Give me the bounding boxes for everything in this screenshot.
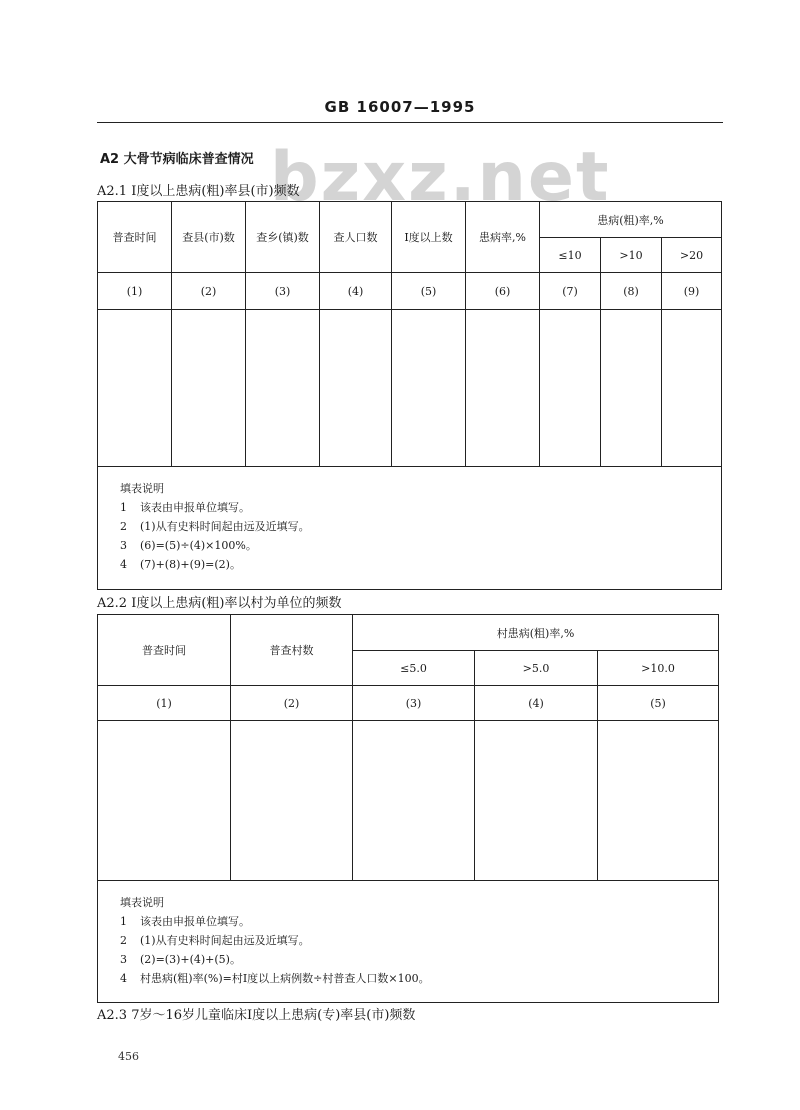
- header-prevalence: 患病率,%: [466, 202, 540, 273]
- col-number: (3): [246, 273, 320, 310]
- header-village-rate-group: 村患病(粗)率,%: [353, 615, 719, 651]
- note-text: 村患病(粗)率(%)=村Ⅰ度以上病例数÷村普查人口数×100。: [140, 972, 430, 985]
- data-cell: [392, 310, 466, 467]
- data-cell: [98, 310, 172, 467]
- note-item: [120, 498, 721, 517]
- col-number: (3): [353, 686, 475, 721]
- note-text: (6)=(5)÷(4)×100%。: [140, 539, 257, 552]
- note-item: [120, 931, 718, 950]
- header-township-count: 查乡(镇)数: [246, 202, 320, 273]
- header-village-count: 普查村数: [231, 615, 353, 686]
- section-heading-a2-2: A2.2 Ⅰ度以上患病(粗)率以村为单位的频数: [97, 596, 342, 611]
- note-item: [120, 555, 721, 574]
- note-text: (2)=(3)+(4)+(5)。: [140, 953, 241, 966]
- table-notes: [98, 467, 722, 590]
- table-notes: [98, 881, 719, 1003]
- data-cell: [246, 310, 320, 467]
- note-item: [120, 517, 721, 536]
- subheader-gt10: >10: [601, 238, 662, 273]
- data-cell: [353, 721, 475, 881]
- note-index: 2: [120, 520, 127, 533]
- section-heading-a2-3: A2.3 7岁～16岁儿童临床Ⅰ度以上患病(专)率县(市)频数: [97, 1008, 416, 1023]
- section-heading-a2: A2 大骨节病临床普查情况: [100, 152, 254, 167]
- data-cell: [475, 721, 598, 881]
- note-text: (1)从有史料时间起由远及近填写。: [140, 934, 310, 947]
- watermark: bzxz.net: [270, 138, 611, 217]
- data-cell: [172, 310, 246, 467]
- col-number: (5): [598, 686, 719, 721]
- note-index: 2: [120, 934, 127, 947]
- col-number: (9): [662, 273, 722, 310]
- subheader-gt20: >20: [662, 238, 722, 273]
- note-index: 1: [120, 501, 127, 514]
- col-number: (1): [98, 273, 172, 310]
- header-survey-time: 普查时间: [98, 615, 231, 686]
- subheader-gt5: >5.0: [475, 651, 598, 686]
- subheader-le5: ≤5.0: [353, 651, 475, 686]
- data-cell: [601, 310, 662, 467]
- header-rule: [97, 122, 723, 123]
- col-number: (5): [392, 273, 466, 310]
- header-survey-time: 普查时间: [98, 202, 172, 273]
- subheader-le10: ≤10: [540, 238, 601, 273]
- col-number: (2): [172, 273, 246, 310]
- note-item: [120, 969, 718, 988]
- col-number: (6): [466, 273, 540, 310]
- data-cell: [540, 310, 601, 467]
- notes-title: 填表说明: [120, 482, 164, 495]
- document-header: GB 16007—1995: [324, 98, 476, 116]
- data-cell: [466, 310, 540, 467]
- header-grade1-count: Ⅰ度以上数: [392, 202, 466, 273]
- data-cell: [98, 721, 231, 881]
- note-text: (1)从有史料时间起由远及近填写。: [140, 520, 310, 533]
- header-crude-rate-group: 患病(粗)率,%: [540, 202, 722, 238]
- page-number: 456: [118, 1050, 139, 1063]
- col-number: (4): [320, 273, 392, 310]
- col-number: (4): [475, 686, 598, 721]
- note-item: [120, 950, 718, 969]
- note-index: 4: [120, 558, 127, 571]
- data-cell: [320, 310, 392, 467]
- header-county-count: 查县(市)数: [172, 202, 246, 273]
- notes-title: 填表说明: [120, 896, 164, 909]
- note-index: 4: [120, 972, 127, 985]
- data-cell: [231, 721, 353, 881]
- subheader-gt10: >10.0: [598, 651, 719, 686]
- col-number: (7): [540, 273, 601, 310]
- data-cell: [662, 310, 722, 467]
- note-index: 3: [120, 953, 127, 966]
- note-index: 1: [120, 915, 127, 928]
- col-number: (2): [231, 686, 353, 721]
- note-index: 3: [120, 539, 127, 552]
- col-number: (8): [601, 273, 662, 310]
- data-cell: [598, 721, 719, 881]
- note-text: (7)+(8)+(9)=(2)。: [140, 558, 241, 571]
- col-number: (1): [98, 686, 231, 721]
- note-item: [120, 536, 721, 555]
- note-item: [120, 912, 718, 931]
- header-population: 查人口数: [320, 202, 392, 273]
- note-text: 该表由申报单位填写。: [140, 501, 250, 514]
- table-county-frequency: [97, 201, 722, 590]
- table-village-frequency: [97, 614, 719, 1003]
- section-heading-a2-1: A2.1 Ⅰ度以上患病(粗)率县(市)频数: [97, 184, 300, 199]
- note-text: 该表由申报单位填写。: [140, 915, 250, 928]
